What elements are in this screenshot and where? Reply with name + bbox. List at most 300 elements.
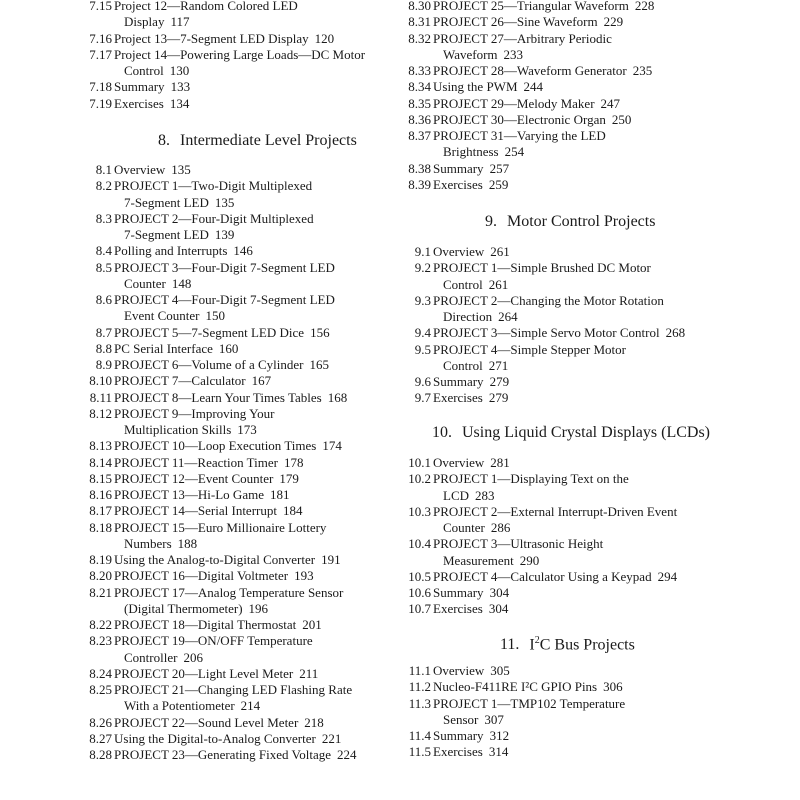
toc-entry-text (114, 373, 387, 389)
toc-entry-number: 9.1 (414, 244, 431, 259)
toc-entry (401, 569, 731, 585)
toc-entry-page: 165 (309, 357, 329, 372)
toc-entry-title: Overview (114, 162, 166, 177)
toc-entry-number: 8.34 (408, 79, 431, 95)
toc-entry-page: 117 (170, 14, 190, 30)
toc-entry-number: 8.19 (89, 552, 112, 567)
toc-entry (82, 96, 387, 112)
toc-entry-page: 146 (233, 243, 253, 259)
toc-entry-page: 290 (519, 552, 540, 568)
toc-entry-title: Exercises (433, 744, 483, 760)
toc-entry-page: 279 (489, 374, 510, 389)
toc-entry-page: 312 (489, 728, 510, 743)
toc-entry (401, 96, 731, 112)
toc-entry-number: 11.2 (408, 679, 431, 695)
toc-entry-number: 8.12 (89, 405, 112, 421)
toc-entry-number: 8.13 (89, 438, 112, 454)
toc-entry-number: 10.1 (408, 455, 431, 470)
toc-entry-text (114, 259, 387, 293)
toc-entry-text (433, 374, 731, 390)
toc-entry-text (114, 46, 387, 80)
chapter-number: 9. (485, 213, 497, 230)
toc-entry (82, 633, 387, 666)
toc-entry-text (114, 617, 387, 633)
toc-entry-page: 264 (498, 309, 518, 324)
toc-entry-number: 8.20 (89, 568, 112, 584)
toc-entry (82, 0, 387, 31)
toc-entry-title: PROJECT 29—Melody Maker (433, 95, 595, 111)
toc-entry-number: 8.33 (408, 63, 431, 78)
toc-entry-title: PROJECT 16—Digital Voltmeter (114, 568, 289, 584)
toc-entry-text (114, 389, 387, 406)
toc-entry-page: 191 (321, 552, 341, 567)
toc-entry (401, 128, 731, 161)
toc-entry-number: 10.7 (408, 601, 431, 617)
toc-entry-title: PROJECT 2—External Interrupt-Driven Event Counter (433, 503, 678, 535)
toc-entry-number: 8.28 (89, 747, 112, 762)
toc-entry-number: 8.17 (89, 503, 112, 519)
toc-entry-page: 314 (488, 744, 509, 760)
toc-entry-page: 156 (310, 324, 330, 340)
toc-entry (82, 341, 387, 357)
toc-entry-text (114, 324, 387, 341)
toc-entry-text (114, 568, 387, 584)
toc-entry (82, 438, 387, 454)
toc-entry-number: 8.7 (95, 324, 112, 340)
toc-entry-title: PROJECT 13—Hi-Lo Game (114, 487, 264, 502)
toc-entry-title: Using the PWM (433, 79, 518, 95)
toc-entry-page: 168 (327, 389, 348, 405)
chapter-8-heading (158, 132, 357, 150)
toc-entry-text (114, 178, 387, 211)
toc-entry (82, 585, 387, 618)
toc-entry-page: 235 (632, 63, 653, 78)
toc-entry-text (433, 111, 731, 128)
toc-entry-number: 7.19 (89, 95, 112, 111)
toc-entry-page: 188 (177, 535, 198, 551)
toc-entry-number: 9.2 (414, 260, 431, 276)
toc-entry-text (433, 95, 731, 112)
toc-entry-number: 8.14 (89, 454, 112, 470)
toc-entry (82, 31, 387, 47)
toc-entry-number: 10.2 (408, 471, 431, 487)
toc-entry (82, 666, 387, 682)
toc-entry-title: PROJECT 1—Simple Brushed DC Motor Control (433, 260, 651, 292)
toc-entry (401, 390, 731, 406)
toc-entry-title: PROJECT 4—Simple Stepper Motor Control (433, 341, 626, 373)
toc-entry-title: Overview (433, 663, 485, 678)
toc-entry (401, 325, 731, 341)
toc-entry (82, 552, 387, 568)
toc-entry-title: PROJECT 2—Four-Digit Multiplexed 7-Segment LED (114, 210, 314, 242)
toc-entry (82, 471, 387, 487)
toc-entry-number: 8.37 (408, 128, 431, 143)
toc-entry-page: 305 (490, 663, 510, 678)
toc-entry-text (433, 260, 731, 293)
toc-entry-title: PROJECT 3—Simple Servo Motor Control (433, 325, 660, 341)
toc-entry-number: 9.4 (414, 325, 431, 341)
toc-entry-title: Exercises (114, 95, 164, 111)
toc-entry-text (114, 292, 387, 325)
toc-entry-page: 224 (337, 747, 357, 762)
toc-entry-title: PROJECT 1—Two-Digit Multiplexed 7-Segment LED (114, 178, 313, 210)
toc-entry-page: 196 (248, 600, 269, 616)
toc-entry-text (114, 162, 387, 178)
toc-entry-page: 279 (488, 390, 509, 406)
chapter-title: Intermediate Level Projects (180, 132, 357, 149)
toc-entry-page: 228 (634, 0, 655, 13)
toc-entry-page: 307 (484, 711, 504, 727)
toc-entry-number: 11.1 (408, 663, 431, 678)
toc-entry-page: 174 (322, 438, 342, 454)
toc-entry-text (114, 454, 387, 471)
toc-entry-title: PROJECT 12—Event Counter (114, 470, 274, 486)
toc-entry-title: PROJECT 19—ON/OFF Temperature Controller (114, 633, 313, 665)
toc-entry-title: PROJECT 25—Triangular Waveform (433, 0, 629, 13)
toc-entry-title: PROJECT 1—TMP102 Temperature Sensor (433, 695, 626, 727)
toc-entry-number: 8.35 (408, 95, 431, 111)
toc-entry-title: Summary (433, 160, 484, 176)
toc-entry (401, 455, 731, 471)
toc-entry-page: 160 (218, 340, 239, 356)
toc-entry-number: 8.24 (89, 665, 112, 681)
toc-entry (401, 601, 731, 617)
toc-entry-text (433, 679, 731, 695)
toc-entry-text (433, 471, 731, 504)
toc-entry-page: 211 (299, 665, 319, 681)
toc-entry-text (114, 633, 387, 666)
toc-entry-number: 9.7 (414, 390, 431, 406)
toc-entry-page: 233 (503, 46, 524, 62)
toc-entry-number: 8.6 (95, 292, 112, 307)
toc-entry (82, 487, 387, 503)
toc-entry-number: 8.39 (408, 176, 431, 192)
toc-entry-title: PROJECT 23—Generating Fixed Voltage (114, 747, 332, 762)
toc-entry-text (433, 455, 731, 471)
toc-entry-text (433, 390, 731, 406)
toc-entry (82, 373, 387, 389)
toc-entry-number: 8.1 (95, 162, 112, 177)
toc-entry (82, 715, 387, 731)
toc-entry-number: 8.5 (95, 259, 112, 275)
toc-entry-page: 250 (611, 111, 632, 127)
toc-entry-number: 10.3 (408, 503, 431, 519)
toc-entry-page: 261 (488, 276, 509, 292)
toc-entry (401, 112, 731, 128)
chapter-number: 8. (158, 132, 170, 149)
toc-entry-number: 11.5 (408, 744, 431, 760)
toc-entry-number: 8.3 (95, 210, 112, 226)
toc-entry-text (433, 0, 731, 14)
toc-entry-page: 201 (302, 617, 322, 632)
toc-entry-title: Exercises (433, 390, 483, 406)
toc-entry-text (114, 682, 387, 715)
toc-entry-title: Using the Analog-to-Digital Converter (114, 552, 316, 567)
toc-entry-title: Project 14—Powering Large Loads—DC Motor Control (114, 46, 366, 78)
toc-entry-title: Overview (433, 244, 485, 259)
toc-entry-page: 150 (205, 308, 225, 324)
toc-entry-title: PROJECT 3—Ultrasonic Height Measurement (433, 536, 604, 568)
toc-entry-title: Project 13—7-Segment LED Display (114, 30, 309, 46)
toc-entry-text (114, 79, 387, 95)
toc-entry-title: PROJECT 18—Digital Thermostat (114, 617, 297, 632)
toc-entry (401, 728, 731, 744)
toc-entry-text (433, 503, 731, 537)
toc-entry (82, 357, 387, 373)
toc-entry (82, 162, 387, 178)
toc-entry-page: 286 (490, 520, 511, 535)
chapter-title-suffix: C Bus Projects (539, 636, 635, 654)
toc-entry-text (433, 536, 731, 569)
toc-entry-number: 8.2 (95, 178, 112, 194)
chapter-title: Using Liquid Crystal Displays (LCDs) (462, 424, 710, 441)
toc-entry-number: 7.16 (89, 30, 112, 46)
toc-entry-text (114, 210, 387, 244)
toc-entry (401, 536, 731, 569)
toc-entry-title: PROJECT 9—Improving Your Multiplication Skills (114, 405, 275, 437)
toc-entry-text (114, 487, 387, 503)
toc-entry-title: Polling and Interrupts (114, 243, 228, 259)
toc-entry-title: Exercises (433, 601, 483, 617)
toc-entry (401, 14, 731, 30)
toc-entry-text (433, 79, 731, 95)
toc-entry-number: 7.15 (89, 0, 112, 13)
toc-entry-page: 206 (183, 649, 203, 665)
toc-entry-text (114, 584, 387, 618)
toc-entry-title: PROJECT 27—Arbitrary Periodic Waveform (433, 30, 612, 62)
toc-entry-page: 304 (489, 585, 510, 600)
toc-entry (82, 682, 387, 715)
toc-entry (401, 663, 731, 679)
toc-entry-number: 8.38 (408, 160, 431, 176)
toc-entry-page: 268 (665, 325, 686, 341)
toc-entry-page: 254 (504, 144, 525, 160)
toc-entry-number: 9.5 (414, 341, 431, 357)
toc-entry (401, 0, 731, 14)
toc-entry-number: 10.6 (408, 585, 431, 600)
toc-entry-title: PROJECT 6—Volume of a Cylinder (114, 357, 304, 372)
toc-entry (401, 696, 731, 729)
toc-entry-text (114, 30, 387, 47)
toc-entry-text (433, 14, 731, 30)
toc-entry-number: 11.3 (408, 695, 431, 711)
toc-entry-number: 8.4 (95, 243, 112, 259)
toc-entry-page: 167 (251, 373, 272, 389)
chapter-10-heading (432, 424, 710, 442)
toc-entry-text (433, 244, 731, 260)
toc-entry-text (114, 95, 387, 112)
toc-entry-title: PROJECT 7—Calculator (114, 373, 246, 389)
toc-entry-page: 218 (304, 714, 324, 730)
toc-entry-text (433, 176, 731, 193)
toc-entry-page: 120 (314, 30, 335, 46)
toc-entry-number: 8.27 (89, 730, 112, 746)
toc-entry-title: PROJECT 3—Four-Digit 7-Segment LED Counter (114, 259, 335, 291)
toc-entry (401, 79, 731, 95)
toc-entry (82, 292, 387, 325)
chapter-title: Motor Control Projects (507, 213, 656, 230)
toc-entry-text (433, 601, 731, 617)
toc-entry (82, 455, 387, 471)
toc-entry (401, 161, 731, 177)
toc-entry-page: 257 (489, 160, 510, 176)
toc-entry-text (114, 438, 387, 454)
toc-entry-page: 133 (170, 79, 191, 95)
toc-entry-title: Summary (114, 79, 165, 95)
toc-entry-title: PROJECT 30—Electronic Organ (433, 111, 606, 127)
toc-entry-text (114, 552, 387, 568)
toc-entry (401, 260, 731, 293)
toc-entry-number: 8.15 (89, 470, 112, 486)
toc-entry-number: 7.18 (89, 79, 112, 95)
toc-entry-title: PROJECT 20—Light Level Meter (114, 665, 294, 681)
toc-entry (401, 504, 731, 537)
toc-entry (82, 243, 387, 259)
toc-entry-title: PROJECT 15—Euro Millionaire Lottery Numbers (114, 519, 327, 551)
toc-entry-page: 306 (603, 679, 623, 695)
toc-entry-page: 259 (488, 176, 509, 192)
toc-entry-number: 8.18 (89, 519, 112, 535)
toc-entry-number: 8.11 (89, 389, 112, 405)
toc-entry-page: 139 (214, 227, 235, 242)
chapter-title-superscript: 2 (534, 635, 540, 646)
chapter-9-heading (485, 213, 655, 231)
toc-entry (401, 177, 731, 193)
toc-entry-page: 294 (657, 568, 678, 584)
toc-entry-title: PROJECT 4—Four-Digit 7-Segment LED Event Counter (114, 292, 335, 324)
toc-entry (401, 585, 731, 601)
toc-entry (82, 178, 387, 211)
toc-entry-number: 8.25 (89, 682, 112, 697)
toc-entry-text (433, 744, 731, 760)
toc-entry-number: 11.4 (408, 728, 431, 743)
toc-entry-text (433, 695, 731, 729)
chapter-number: 11. (500, 636, 520, 654)
toc-entry-title: Exercises (433, 176, 483, 192)
toc-entry-page: 135 (171, 162, 191, 177)
toc-entry-title: PROJECT 10—Loop Execution Times (114, 438, 317, 454)
chapter-title-prefix: I (529, 636, 535, 654)
toc-entry-title: Summary (433, 728, 484, 743)
toc-entry-title: Project 12—Random Colored LED Display (114, 0, 298, 30)
toc-entry-page: 134 (169, 95, 190, 111)
chapter-11-heading (500, 632, 635, 654)
toc-entry-page: 244 (523, 79, 543, 95)
toc-entry-title: PC Serial Interface (114, 340, 213, 356)
toc-entry (82, 260, 387, 293)
toc-entry-page: 179 (279, 470, 299, 486)
toc-entry-text (114, 0, 387, 31)
toc-entry-page: 229 (603, 14, 624, 30)
toc-entry (82, 731, 387, 747)
toc-entry-text (114, 243, 387, 259)
toc-entry-number: 8.10 (89, 373, 112, 389)
toc-entry-number: 8.16 (89, 487, 112, 502)
toc-entry (401, 679, 731, 695)
toc-entry-text (433, 568, 731, 585)
toc-entry-page: 247 (600, 95, 621, 111)
toc-entry-title: PROJECT 21—Changing LED Flashing Rate With a Potentiometer (114, 682, 353, 714)
toc-entry (82, 211, 387, 244)
toc-entry-number: 8.32 (408, 30, 431, 46)
toc-entry-text (433, 292, 731, 326)
toc-entry (82, 47, 387, 80)
toc-entry (401, 244, 731, 260)
toc-entry (401, 293, 731, 326)
toc-entry-page: 148 (171, 275, 192, 291)
toc-entry-page: 221 (321, 730, 342, 746)
toc-entry-title: PROJECT 14—Serial Interrupt (114, 503, 277, 519)
toc-entry-page: 184 (282, 503, 303, 519)
toc-entry-page: 281 (490, 455, 510, 470)
toc-entry-title: PROJECT 28—Waveform Generator (433, 63, 627, 78)
toc-entry-title: PROJECT 4—Calculator Using a Keypad (433, 568, 652, 584)
toc-entry (82, 390, 387, 406)
toc-entry-text (433, 63, 731, 79)
toc-entry-title: Nucleo-F411RE I²C GPIO Pins (433, 679, 598, 695)
toc-entry-number: 8.9 (95, 357, 112, 372)
toc-entry-page: 178 (283, 454, 304, 470)
toc-entry-title: Summary (433, 374, 484, 389)
toc-entry-page: 283 (475, 487, 495, 503)
toc-entry-text (114, 340, 387, 357)
toc-entry (82, 520, 387, 553)
toc-entry-number: 8.21 (89, 584, 112, 600)
toc-entry-text (114, 714, 387, 731)
toc-entry (82, 406, 387, 439)
toc-entry-number: 8.30 (408, 0, 431, 13)
toc-entry-number: 8.22 (89, 617, 112, 632)
toc-entry-page: 173 (237, 422, 257, 437)
toc-entry-text (114, 357, 387, 373)
toc-entry-number: 8.8 (95, 340, 112, 356)
toc-entry (401, 31, 731, 64)
toc-entry-page: 130 (169, 63, 190, 78)
toc-entry-number: 8.31 (408, 14, 431, 30)
toc-entry-text (433, 160, 731, 177)
toc-entry-title: PROJECT 2—Changing the Motor Rotation Direction (433, 292, 664, 324)
toc-entry-title: PROJECT 26—Sine Waveform (433, 14, 598, 30)
toc-entry-text (433, 128, 731, 161)
toc-entry-text (114, 665, 387, 682)
chapter-number: 10. (432, 424, 452, 441)
toc-entry-title: PROJECT 22—Sound Level Meter (114, 714, 299, 730)
toc-entry (82, 325, 387, 341)
toc-entry (401, 471, 731, 504)
toc-entry-number: 7.17 (89, 46, 112, 62)
toc-entry-title: PROJECT 31—Varying the LED Brightness (433, 128, 606, 160)
toc-entry-title: Using the Digital-to-Analog Converter (114, 730, 316, 746)
toc-entry-number: 10.5 (408, 568, 431, 584)
toc-entry-page: 135 (214, 194, 235, 210)
toc-entry (401, 342, 731, 375)
toc-entry-page: 271 (488, 357, 509, 373)
toc-entry-title: PROJECT 17—Analog Temperature Sensor (Digital Thermometer) (114, 584, 344, 616)
toc-entry-text (433, 325, 731, 341)
toc-entry-text (114, 470, 387, 487)
toc-entry-number: 8.23 (89, 633, 112, 649)
toc-entry-number: 10.4 (408, 536, 431, 552)
toc-entry-text (433, 585, 731, 601)
toc-entry-page: 181 (269, 487, 290, 502)
toc-entry-title: Overview (433, 455, 485, 470)
toc-entry-text (433, 30, 731, 64)
toc-entry-text (114, 503, 387, 519)
toc-entry-text (114, 747, 387, 763)
toc-entry-number: 8.36 (408, 111, 431, 127)
toc-entry-text (433, 663, 731, 679)
toc-entry-number: 9.6 (414, 374, 431, 389)
